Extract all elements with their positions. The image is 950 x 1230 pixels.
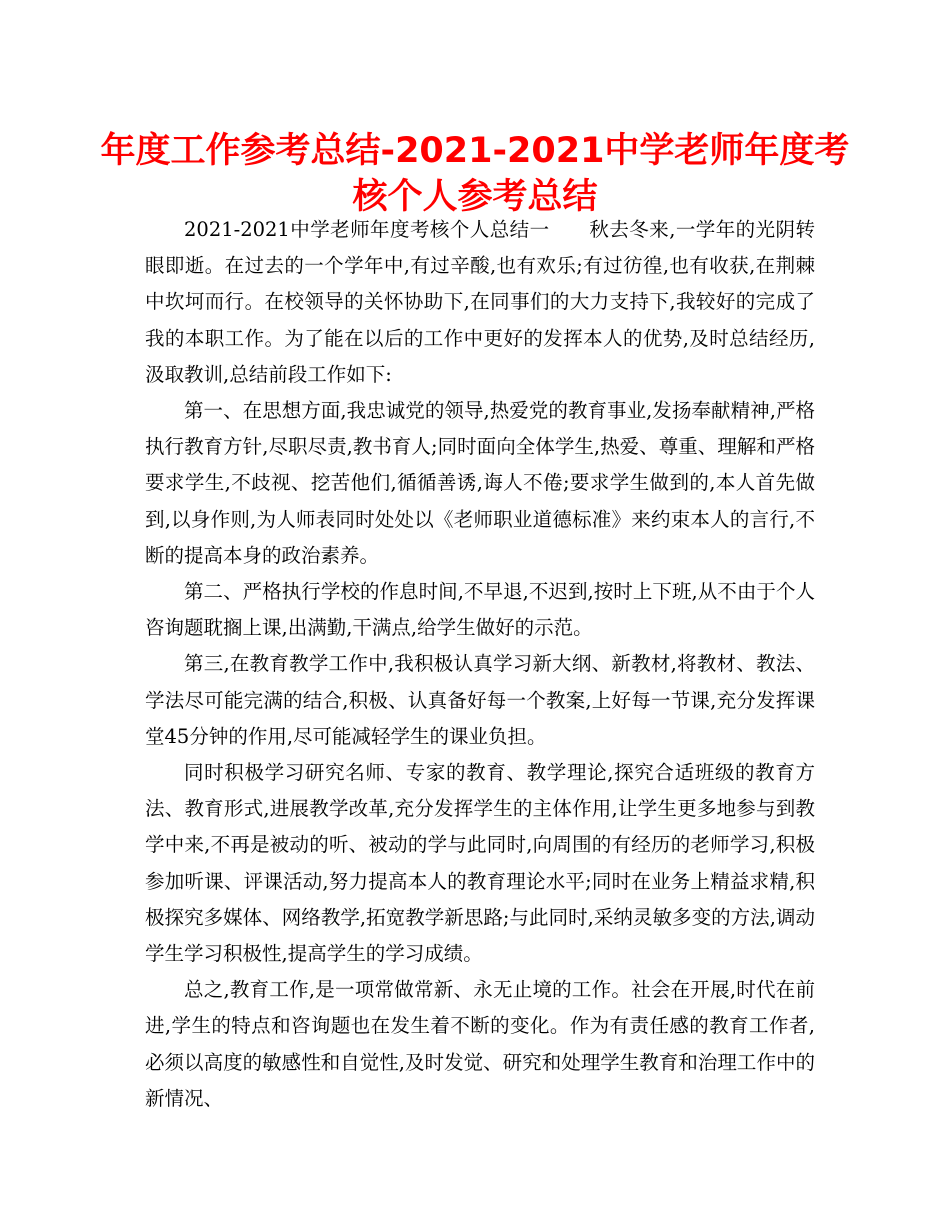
paragraph-ideology: 第一、在思想方面,我忠诚党的领导,热爱党的教育事业,发扬奉献精神,严格执行教育方针,尽职尽责,教书育人;同时面向全体学生,热爱、尊重、理解和严格要求学生,不歧视、挖苦他们,循循善诱,诲人不倦;要求学生做到的,本人首先做到,以身作则,为人师表同时处处以《老师职业道德标准》来约束本人的言行,不断的提高本身的政治素养。 xyxy=(145,399,815,567)
paragraph-schedule: 第二、严格执行学校的作息时间,不早退,不迟到,按时上下班,从不由于个人咨询题耽搁上课,出满勤,干满点,给学生做好的示范。 xyxy=(145,580,815,640)
paragraph-teaching: 第三,在教育教学工作中,我积极认真学习新大纲、新教材,将教材、教法、学法尽可能完满的结合,积极、认真备好每一个教案,上好每一节课,充分发挥课堂45分钟的作用,尽可能减轻学生的课业负担。 xyxy=(145,652,815,748)
paragraph-research: 同时积极学习研究名师、专家的教育、教学理论,探究合适班级的教育方法、教育形式,进展教学改革,充分发挥学生的主体作用,让学生更多地参与到教学中来,不再是被动的听、被动的学与此同时,向周围的有经历的老师学习,积极参加听课、评课活动,努力提高本人的教育理论水平;同时在业务上精益求精,积极探究多媒体、网络教学,拓宽教学新思路;与此同时,采纳灵敏多变的方法,调动学生学习积极性,提高学生的学习成绩。 xyxy=(145,761,815,966)
paragraph-intro: 2021-2021中学老师年度考核个人总结一 秋去冬来,一学年的光阴转眼即逝。在过去的一个学年中,有过辛酸,也有欢乐;有过彷徨,也有收获,在荆棘中坎坷而行。在校领导的关怀协助下,在同事们的大力支持下,我较好的完成了我的本职工作。为了能在以后的工作中更好的发挥本人的优势,及时总结经历,汲取教训,总结前段工作如下: xyxy=(145,218,815,386)
paragraph-summary: 总之,教育工作,是一项常做常新、永无止境的工作。社会在开展,时代在前进,学生的特点和咨询题也在发生着不断的变化。作为有责任感的教育工作者,必须以高度的敏感性和自觉性,及时发觉、研究和处理学生教育和治理工作中的新情况、 xyxy=(145,978,815,1110)
document-body xyxy=(145,212,815,1117)
document-title: 年度工作参考总结-2021-2021中学老师年度考核个人参考总结 xyxy=(100,131,850,217)
